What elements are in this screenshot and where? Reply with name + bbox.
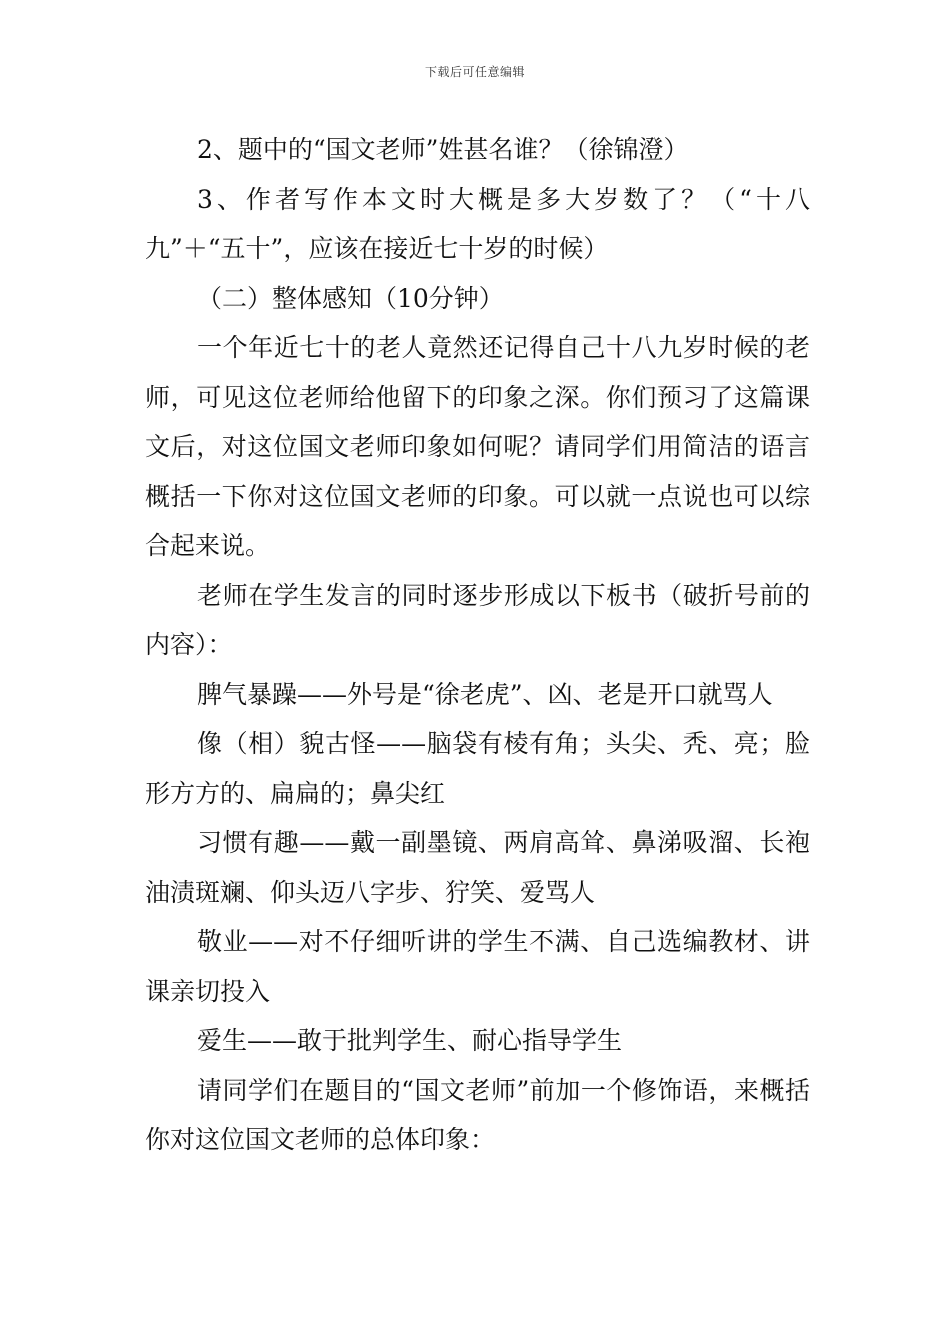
- intro-paragraph: 一个年近七十的老人竟然还记得自己十八九岁时候的老师，可见这位老师给他留下的印象之深。你们预习了这篇课文后，对这位国文老师印象如何呢？请同学们用简洁的语言概括一下你对这位国文老师的印象。可以就一点说也可以综合起来说。: [145, 333, 810, 560]
- page-header: 下载后可任意编辑: [424, 65, 525, 79]
- question-2-paragraph: 2、题中的“国文老师”姓甚名谁？（徐锦澄）: [197, 135, 689, 164]
- board-item-dedication: 敬业——对不仔细听讲的学生不满、自己选编教材、讲课亲切投入: [145, 927, 810, 1006]
- section-heading: （二）整体感知（10分钟）: [197, 283, 504, 313]
- board-item-habits: 习惯有趣——戴一副墨镜、两肩高耸、鼻涕吸溜、长袍油渍斑斓、仰头迈八字步、狞笑、爱骂人: [145, 828, 810, 907]
- board-notes-intro: 老师在学生发言的同时逐步形成以下板书（破折号前的内容）：: [145, 580, 810, 659]
- question-3-paragraph: 3、作者写作本文时大概是多大岁数了？（“十八九”＋“五十”，应该在接近七十岁的时候）: [145, 184, 810, 263]
- board-item-care: 爱生——敢于批判学生、耐心指导学生: [197, 1026, 623, 1055]
- board-item-appearance: 像（相）貌古怪——脑袋有棱有角；头尖、秃、亮；脸形方方的、扁扁的；鼻尖红: [145, 729, 810, 808]
- board-item-temper: 脾气暴躁——外号是“徐老虎”、凶、老是开口就骂人: [197, 679, 773, 709]
- closing-paragraph: 请同学们在题目的“国文老师”前加一个修饰语，来概括你对这位国文老师的总体印象：: [145, 1075, 810, 1154]
- document-body: [145, 125, 810, 1165]
